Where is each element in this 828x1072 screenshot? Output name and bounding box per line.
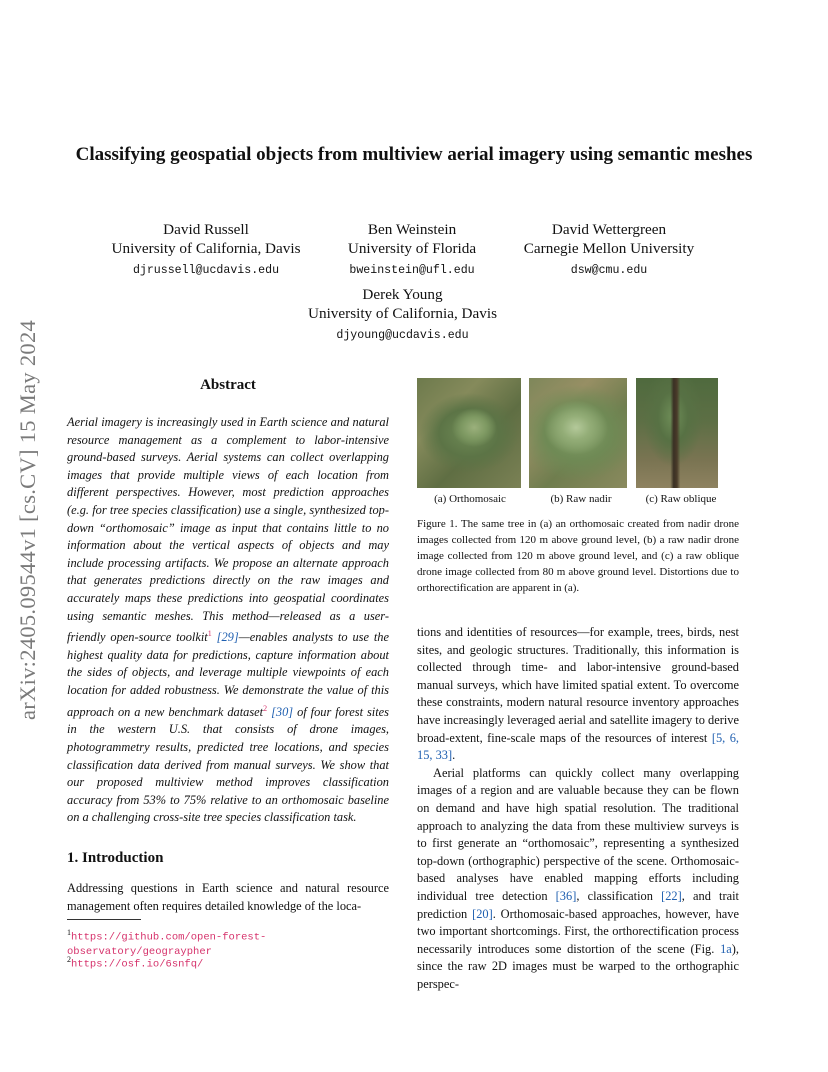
intro-text: Addressing questions in Earth science and natural resource management often requires detailed knowledge of the loca- bbox=[67, 881, 389, 913]
footnote-marker[interactable]: 1 bbox=[207, 629, 212, 639]
author-email: djyoung@ucdavis.edu bbox=[336, 329, 469, 342]
figure-subcaption: (c) Raw oblique bbox=[645, 493, 717, 505]
figure-subcaption: (b) Raw nadir bbox=[550, 493, 612, 505]
figure-raw-nadir-image bbox=[529, 378, 627, 488]
arxiv-identifier: arXiv:2405.09544v1 [cs.CV] 15 May 2024 bbox=[15, 319, 40, 721]
paper-title: Classifying geospatial objects from multiview aerial imagery using semantic meshes bbox=[75, 144, 753, 165]
author-block bbox=[505, 220, 713, 280]
author-name: David Russell bbox=[163, 221, 249, 238]
figure-raw-oblique-image bbox=[636, 378, 718, 488]
footnote-divider bbox=[67, 919, 141, 920]
figure-reference-link[interactable]: 1a bbox=[720, 941, 732, 956]
body-text-right-column bbox=[417, 624, 739, 993]
abstract-body: Aerial imagery is increasingly used in Earth science and natural resource management as a complement to labor-intensive ground-based surveys. Aerial systems can collect overlapping images that provide multiple views of each location from different perspectives. However, most prediction approaches (e.g. for tree species classification) use a single, synthesized top-down “orthomosaic” image as input that contains little to no information about the vertical aspects of objects and may include processing artifacts. We propose an alternate approach that generates predictions directly on the raw images and accurately maps these predictions into geospatial coordinates using semantic meshes. This method—released as a user-friendly open-source toolkit$^1$ [29]—enables analysts to use the highest quality data for predictions, capture information about the sides of objects, and leverage multiple viewpoints of each location for added robustness. We demonstrate the value of this approach on a new benchmark dataset$^2$ [30] of four forest sites in the western U.S. that consists of drone images, photogrammetry results, predicted tree locations, and species classification data derived from manual surveys. We show that our proposed multiview method improves classification accuracy from 53% to 75% relative to an orthomosaic baseline on a challenging cross-site tree species classification task. bbox=[67, 415, 389, 825]
footnote-marker[interactable]: 2 bbox=[263, 703, 268, 713]
citation-link[interactable]: [22] bbox=[661, 888, 682, 903]
author-affiliation: Carnegie Mellon University bbox=[523, 240, 695, 257]
author-affiliation: University of California, Davis bbox=[308, 305, 497, 322]
section-heading: 1. Introduction bbox=[67, 850, 164, 866]
footnote-link[interactable]: https://github.com/open-forest-observatory/geograypher bbox=[67, 931, 267, 958]
author-email: djrussell@ucdavis.edu bbox=[132, 264, 280, 277]
footnote: $^2$https://osf.io/6snfq/ bbox=[67, 955, 204, 971]
paragraph: Aerial platforms can quickly collect many overlapping images of a region and are valuable because they can be flown on demand and have high spatial resolution. The traditional approach to analyzing the data from these multiview surveys is to first generate an “orthomosaic”, representing a synthesized top-down (orthographic) perspective of the scene. Orthomosaic-based analyses have enabled mapping efforts including individual tree detection [36], classification [22], and trait prediction [20]. Orthomosaic-based approaches, however, have two important shortcomings. First, the orthorectification process necessarily introduces some distortion of the scene (Fig. 1a), since the raw 2D images must be warped to the orthographic perspec- bbox=[417, 765, 739, 991]
abstract-heading: Abstract bbox=[200, 377, 256, 393]
citation-link[interactable]: [29] bbox=[216, 630, 239, 645]
author-name: Derek Young bbox=[362, 286, 443, 303]
author-email: bweinstein@ufl.edu bbox=[349, 264, 475, 277]
author-block bbox=[322, 220, 502, 280]
author-block bbox=[100, 220, 312, 280]
figure-caption: Figure 1. The same tree in (a) an orthomosaic created from nadir drone images collected from 120 m above ground level, (b) a raw nadir drone image collected from 120 m above ground level, and (c) a raw oblique drone image collected from 80 m above ground level. Distortions due to orthorectification are apparent in (a). bbox=[417, 518, 739, 594]
author-block bbox=[290, 285, 515, 345]
footnote: $^1$https://github.com/open-forest-observatory/geograypher bbox=[67, 928, 267, 958]
paragraph: tions and identities of resources—for example, trees, birds, nest sites, and geologic structures. Traditionally, this information is collected through time- and labor-intensive ground-based manual surveys, which have limited spatial extent. To overcome these constraints, modern natural resource inventory approaches have increasingly leveraged aerial and satellite imagery to derive broad-extent, fine-scale maps of the resources of interest [5, 6, 15, 33]. bbox=[417, 625, 740, 763]
author-name: David Wettergreen bbox=[551, 221, 667, 238]
footnote-link[interactable]: https://osf.io/6snfq/ bbox=[71, 958, 204, 971]
figure-orthomosaic-image bbox=[417, 378, 521, 488]
author-name: Ben Weinstein bbox=[367, 221, 457, 238]
citation-link[interactable]: [36] bbox=[555, 888, 577, 903]
figure-subcaption: (a) Orthomosaic bbox=[434, 493, 506, 505]
citation-link[interactable]: [30] bbox=[271, 704, 294, 719]
citation-link[interactable]: [20] bbox=[472, 906, 493, 921]
author-email: dsw@cmu.edu bbox=[570, 264, 648, 277]
author-affiliation: University of Florida bbox=[347, 240, 477, 257]
citation-link[interactable]: [5, 6, 15, 33] bbox=[417, 730, 739, 763]
author-affiliation: University of California, Davis bbox=[111, 240, 301, 257]
